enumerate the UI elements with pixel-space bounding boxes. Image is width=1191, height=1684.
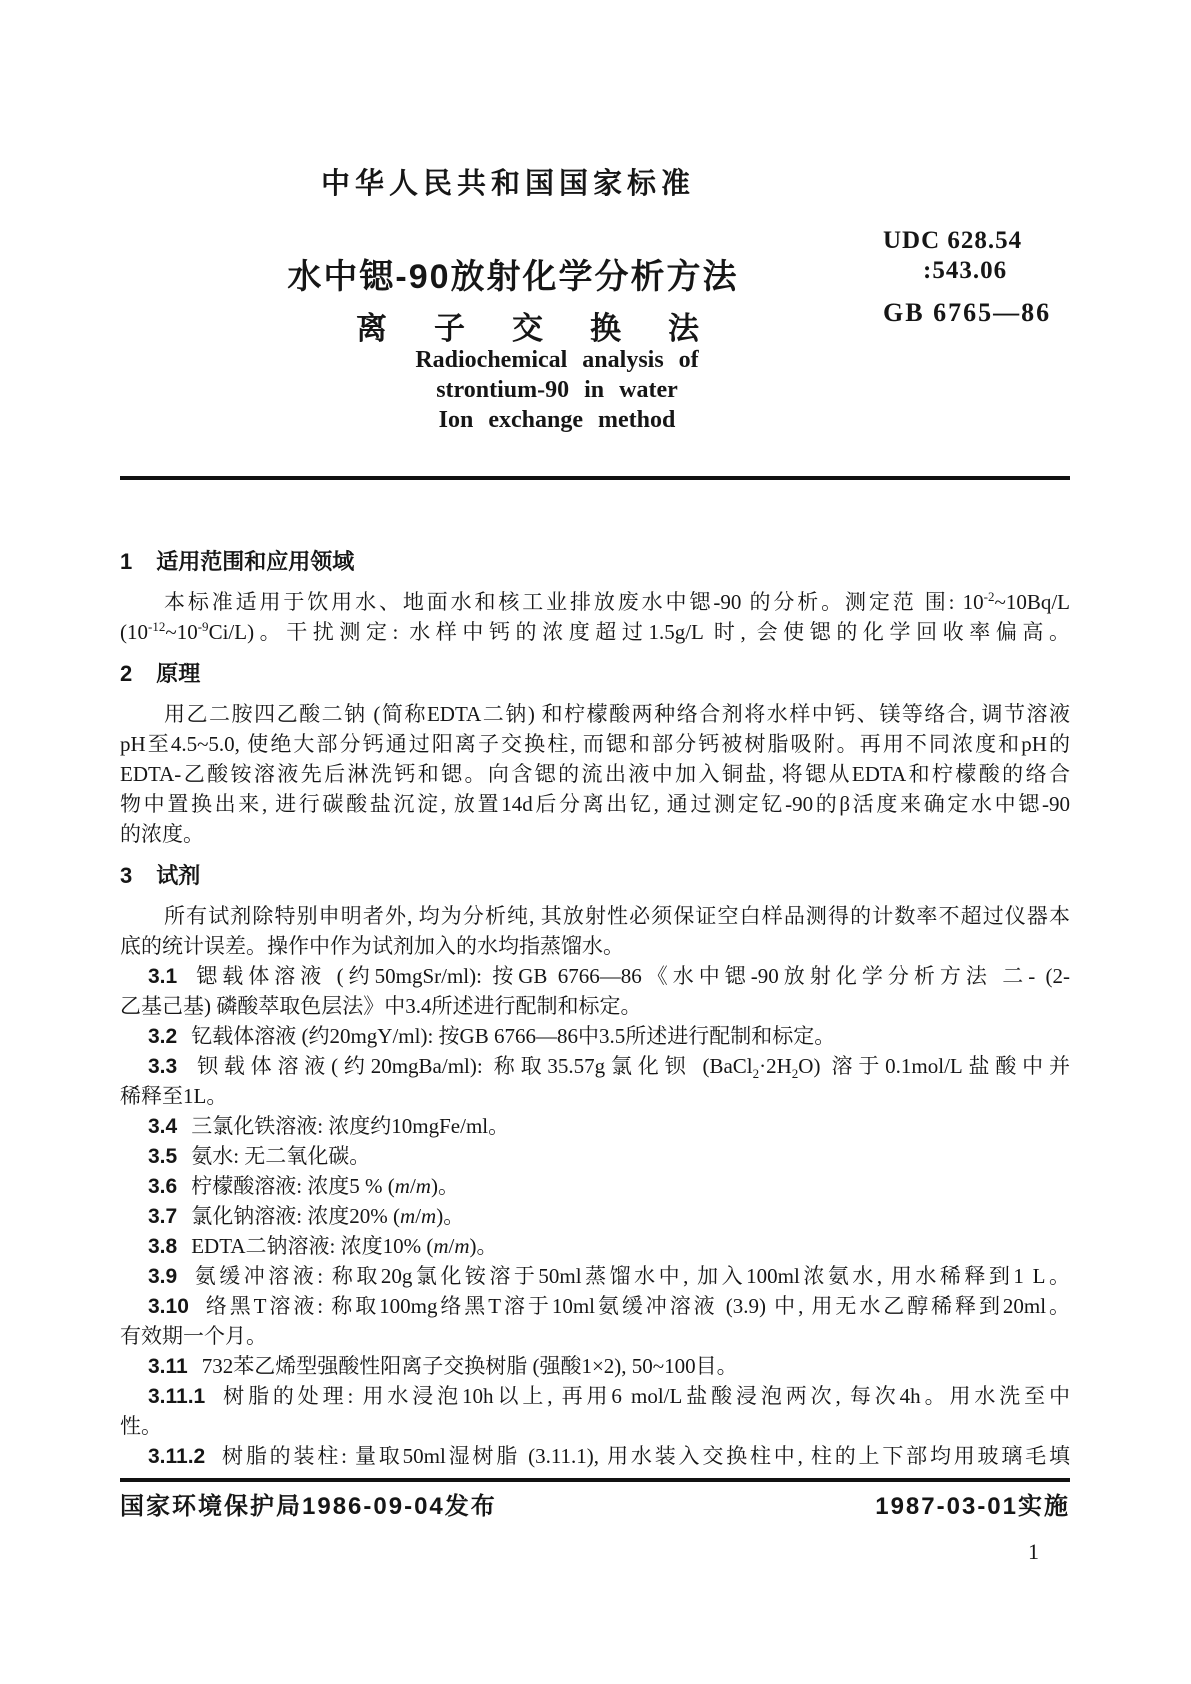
item-paragraph	[120, 1351, 1070, 1381]
italic-run: m	[415, 1174, 431, 1198]
item-number: 3.2	[148, 1025, 178, 1048]
item-number: 3.11.1	[148, 1385, 206, 1408]
text-run: 钡载体溶液(约20mgBa/ml): 称取35.57g氯化钡 (BaCl	[191, 1054, 753, 1078]
text-run: 物中置换出来, 进行碳酸盐沉淀, 放置14d后分离出钇, 通过测定钇-90的β活度来确定水中锶-90	[120, 792, 1070, 816]
superscript-run: -12	[148, 619, 166, 634]
text-run: O) 溶于0.1mol/L盐酸中并	[798, 1054, 1070, 1078]
text-run: /	[409, 1174, 416, 1198]
udc-number-line1: UDC 628.54	[883, 227, 1023, 254]
text-run: )。	[469, 1234, 498, 1258]
section-number: 1	[120, 549, 133, 574]
document-body	[120, 547, 1070, 1471]
text-run: 的浓度。	[120, 822, 204, 846]
text-run: 树脂的装柱: 量取50ml湿树脂 (3.11.1), 用水装入交换柱中, 柱的上下部均用玻璃毛填	[219, 1444, 1070, 1468]
text-run: 氯化钠溶液: 浓度20% (	[191, 1204, 401, 1228]
page-number: 1	[1028, 1539, 1039, 1564]
italic-run: m	[394, 1174, 410, 1198]
text-line	[120, 1081, 1070, 1111]
section-title: 试剂	[156, 863, 201, 888]
text-line	[120, 1021, 1070, 1051]
text-run: 用乙二胺四乙酸二钠 (简称EDTA二钠) 和柠檬酸两种络合剂将水样中钙、镁等络合, 调节溶液	[164, 702, 1070, 726]
text-run: ·2H	[759, 1054, 792, 1078]
text-run: 性。	[120, 1414, 162, 1438]
section-title: 适用范围和应用领域	[156, 549, 355, 574]
item-number: 3.11	[148, 1355, 188, 1378]
text-run: 柠檬酸溶液: 浓度5 % (	[191, 1174, 395, 1198]
text-line	[120, 1441, 1070, 1471]
item-paragraph	[120, 961, 1070, 1021]
footer-row	[120, 1492, 1070, 1522]
item-number: 3.5	[148, 1145, 178, 1168]
text-line	[120, 1201, 1070, 1231]
text-run: Ci/L)。干扰测定: 水样中钙的浓度超过1.5g/L 时, 会使锶的化学回收率偏高。	[208, 620, 1070, 644]
section-heading	[120, 547, 1070, 577]
page-content	[120, 0, 1070, 1471]
item-number: 3.4	[148, 1115, 178, 1138]
text-run: ~10	[165, 620, 198, 644]
text-run: 稀释至1L。	[120, 1084, 228, 1108]
italic-run: m	[421, 1204, 437, 1228]
text-line	[120, 961, 1070, 991]
paragraph	[120, 587, 1070, 647]
document-title-zh: 水中锶-90放射化学分析方法	[287, 258, 739, 296]
item-paragraph	[120, 1261, 1070, 1291]
text-run: /	[415, 1204, 422, 1228]
item-number: 3.11.2	[148, 1445, 206, 1468]
superscript-run: -9	[197, 619, 209, 634]
english-title-line-2: strontium-90 in water	[436, 377, 678, 403]
text-line	[120, 1351, 1070, 1381]
udc-number-line2: :543.06	[923, 257, 1008, 284]
italic-run: m	[400, 1204, 416, 1228]
item-paragraph	[120, 1021, 1070, 1051]
text-line	[120, 1321, 1070, 1351]
text-run: 锶载体溶液 (约50mgSr/ml): 按GB 6766—86《水中锶-90放射化学分析方法 二- (2-	[191, 964, 1070, 988]
italic-run: m	[433, 1234, 449, 1258]
udc-block	[883, 226, 1051, 328]
text-run: 三氯化铁溶液: 浓度约10mgFe/ml。	[191, 1114, 510, 1138]
item-paragraph	[120, 1171, 1070, 1201]
issued-by-text: 国家环境保护局1986-09-04发布	[120, 1493, 497, 1520]
section-heading	[120, 659, 1070, 689]
text-run: pH至4.5~5.0, 使绝大部分钙通过阳离子交换柱, 而锶和部分钙被树脂吸附。再用不同浓度和pH的	[120, 732, 1070, 756]
italic-run: m	[454, 1234, 470, 1258]
text-line	[120, 1141, 1070, 1171]
subscript-run: 2	[791, 1066, 799, 1081]
item-number: 3.9	[148, 1265, 178, 1288]
text-run: 底的统计误差。操作中作为试剂加入的水均指蒸馏水。	[120, 934, 624, 958]
item-paragraph	[120, 1381, 1070, 1441]
text-line	[120, 729, 1070, 759]
item-paragraph	[120, 1111, 1070, 1141]
item-number: 3.6	[148, 1175, 178, 1198]
section-number: 3	[120, 863, 133, 888]
text-run: 732苯乙烯型强酸性阳离子交换树脂 (强酸1×2), 50~100目。	[201, 1354, 738, 1378]
item-paragraph	[120, 1051, 1070, 1111]
text-line	[120, 1171, 1070, 1201]
superscript-run: -2	[983, 589, 995, 604]
text-line	[120, 789, 1070, 819]
header-rule	[120, 476, 1070, 480]
text-line	[120, 1231, 1070, 1261]
item-number: 3.1	[148, 965, 178, 988]
paragraph	[120, 901, 1070, 961]
effective-date-text: 1987-03-01实施	[875, 1493, 1070, 1520]
text-run: EDTA二钠溶液: 浓度10% (	[191, 1234, 434, 1258]
text-line	[120, 991, 1070, 1021]
text-line	[120, 759, 1070, 789]
text-line	[120, 1261, 1070, 1291]
subscript-run: 2	[752, 1066, 760, 1081]
text-line	[120, 587, 1070, 617]
item-paragraph	[120, 1141, 1070, 1171]
footer-rule	[120, 1478, 1070, 1482]
text-line	[120, 1411, 1070, 1441]
item-paragraph	[120, 1441, 1070, 1471]
section-heading	[120, 861, 1070, 891]
standard-code: GB 6765—86	[883, 298, 1052, 327]
text-line	[120, 901, 1070, 931]
item-number: 3.10	[148, 1295, 189, 1318]
text-line	[120, 819, 1070, 849]
item-number: 3.8	[148, 1235, 178, 1258]
text-run: )。	[430, 1174, 459, 1198]
item-number: 3.3	[148, 1055, 178, 1078]
section-number: 2	[120, 661, 133, 686]
english-title-line-1: Radiochemical analysis of	[415, 347, 699, 373]
text-run: ~10Bq/L	[994, 590, 1070, 614]
item-paragraph	[120, 1201, 1070, 1231]
document-subtitle-zh: 离子交换法	[356, 311, 746, 346]
standard-label: 中华人民共和国国家标准	[320, 168, 695, 200]
text-line	[120, 1291, 1070, 1321]
text-run: 所有试剂除特别申明者外, 均为分析纯, 其放射性必须保证空白样品测得的计数率不超过仪器本	[164, 904, 1070, 928]
text-line	[120, 931, 1070, 961]
text-line	[120, 1381, 1070, 1411]
page-footer	[120, 1478, 1070, 1522]
text-run: )。	[436, 1204, 465, 1228]
text-run: (10	[120, 620, 148, 644]
section-title: 原理	[156, 661, 201, 686]
text-run: 有效期一个月。	[120, 1324, 267, 1348]
text-run: 氨水: 无二氧化碳。	[191, 1144, 371, 1168]
text-line	[120, 1051, 1070, 1081]
paragraph	[120, 699, 1070, 849]
item-paragraph	[120, 1231, 1070, 1261]
item-number: 3.7	[148, 1205, 178, 1228]
text-run: EDTA-乙酸铵溶液先后淋洗钙和锶。向含锶的流出液中加入铜盐, 将锶从EDTA和柠檬酸的络合	[120, 762, 1070, 786]
text-line	[120, 699, 1070, 729]
text-run: /	[448, 1234, 455, 1258]
text-line	[120, 1111, 1070, 1141]
english-title-line-3: Ion exchange method	[438, 407, 676, 433]
text-line	[120, 617, 1070, 647]
text-run: 钇载体溶液 (约20mgY/ml): 按GB 6766—86中3.5所述进行配制和标定。	[191, 1024, 836, 1048]
text-run: 氨缓冲溶液: 称取20g氯化铵溶于50ml蒸馏水中, 加入100ml浓氨水, 用水稀释到1 L。	[191, 1264, 1070, 1288]
text-run: 络黑T溶液: 称取100mg络黑T溶于10ml氨缓冲溶液 (3.9) 中, 用无水乙醇稀释到20ml。	[202, 1294, 1070, 1318]
english-title-block	[327, 345, 787, 435]
item-paragraph	[120, 1291, 1070, 1351]
text-run: 本标准适用于饮用水、地面水和核工业排放废水中锶-90 的分析。测定范 围: 10	[164, 590, 984, 614]
text-run: 树脂的处理: 用水浸泡10h以上, 再用6 mol/L盐酸浸泡两次, 每次4h。用水洗至中	[219, 1384, 1070, 1408]
text-run: 乙基己基) 磷酸萃取色层法》中3.4所述进行配制和标定。	[120, 994, 642, 1018]
